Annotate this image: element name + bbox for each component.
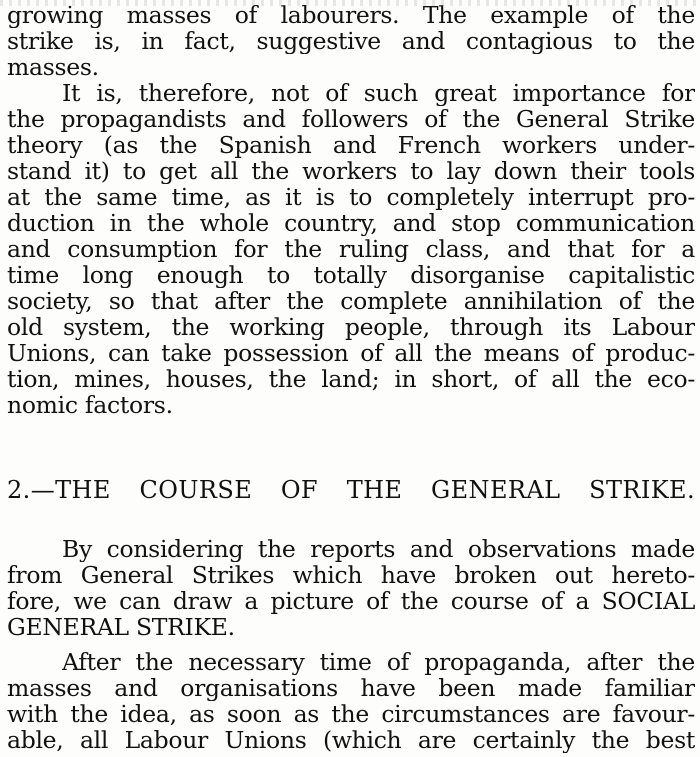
text-line: duction in the whole country, and stop communication [7,210,695,236]
text-line: nomic factors. [7,392,173,418]
section-heading: 2.—THE COURSE OF THE GENERAL STRIKE. [7,477,695,503]
text-line: with the idea, as soon as the circumstances are favour- [7,701,695,727]
text-line: theory (as the Spanish and French workers under- [7,132,695,158]
text-line: old system, the working people, through its Labour [7,314,695,340]
text-line: It is, therefore, not of such great importance for [62,80,695,106]
text-line: Unions, can take possession of all the means of produc- [7,340,695,366]
text-line: society, so that after the complete annihilation of the [7,288,695,314]
text-line: By considering the reports and observations made [62,536,695,562]
text-line: the propagandists and followers of the General Strike [7,106,695,132]
text-line: able, all Labour Unions (which are certainly the best [7,727,695,753]
text-line: masses and organisations have been made familiar [7,675,695,701]
text-line: and consumption for the ruling class, and that for a [7,236,695,262]
text-line: stand it) to get all the workers to lay down their tools [7,158,695,184]
text-line: GENERAL STRIKE. [7,614,235,640]
text-line: at the same time, as it is to completely interrupt pro- [7,184,695,210]
text-line: strike is, in fact, suggestive and contagious to the [7,28,695,54]
text-line: After the necessary time of propaganda, after the [62,649,695,675]
text-line: from General Strikes which have broken out hereto- [7,562,695,588]
text-line: masses. [7,54,99,80]
text-line: fore, we can draw a picture of the course of a SOCIAL [7,588,695,614]
text-line: tion, mines, houses, the land; in short, of all the eco- [7,366,695,392]
text-line: growing masses of labourers. The example of the [7,2,695,28]
text-line: time long enough to totally disorganise capitalistic [7,262,695,288]
